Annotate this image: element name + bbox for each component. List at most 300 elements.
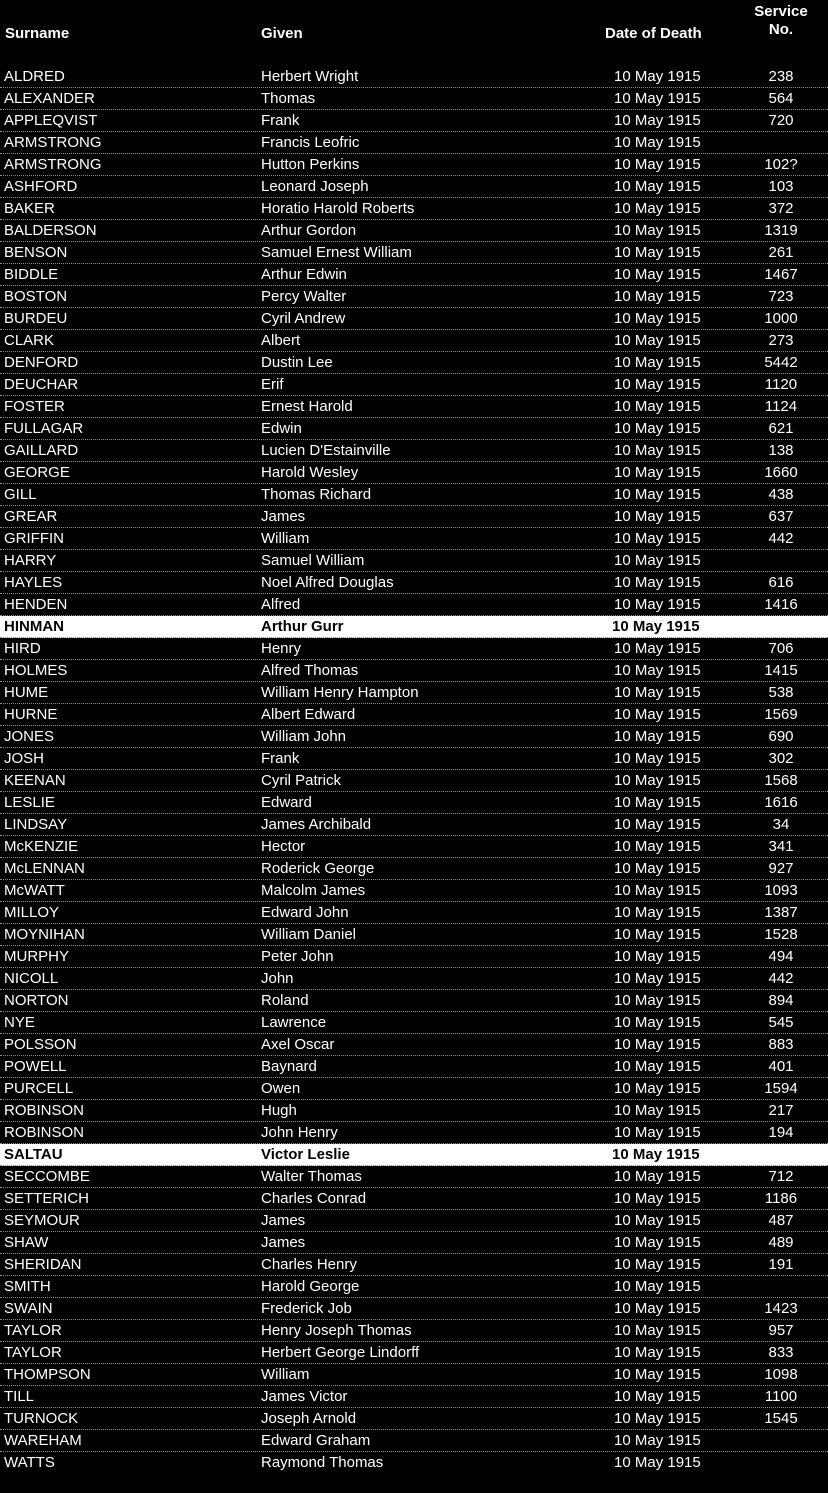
given-cell: Lawrence (261, 1014, 327, 1031)
service-no-cell: 621 (768, 420, 794, 437)
date-cell: 10 May 1915 (614, 992, 701, 1009)
surname-cell: TAYLOR (4, 1322, 62, 1339)
surname-cell: NYE (4, 1014, 35, 1031)
surname-cell: McWATT (4, 882, 65, 899)
service-no-cell: 723 (768, 288, 794, 305)
surname-cell: MURPHY (4, 948, 70, 965)
surname-cell: ARMSTRONG (4, 134, 102, 151)
given-cell: Ernest Harold (261, 398, 353, 415)
date-cell: 10 May 1915 (614, 1322, 701, 1339)
date-cell: 10 May 1915 (614, 1058, 701, 1075)
surname-cell: DENFORD (4, 354, 79, 371)
surname-cell: ROBINSON (4, 1102, 85, 1119)
date-cell: 10 May 1915 (614, 706, 701, 723)
date-cell: 10 May 1915 (614, 1102, 701, 1119)
given-cell: William (261, 1366, 310, 1383)
date-cell: 10 May 1915 (614, 420, 701, 437)
surname-cell: TAYLOR (4, 1344, 62, 1361)
service-no-cell: 1186 (764, 1190, 798, 1207)
header-service-line1: Service (754, 3, 808, 20)
date-cell: 10 May 1915 (614, 926, 701, 943)
table-row (0, 748, 828, 770)
date-cell: 10 May 1915 (614, 1388, 701, 1405)
table-row (0, 902, 828, 924)
table-row (0, 638, 828, 660)
surname-cell: TILL (4, 1388, 35, 1405)
surname-cell: McLENNAN (4, 860, 85, 877)
header-given: Given (261, 25, 303, 42)
table-row (0, 594, 828, 616)
given-cell: Frederick Job (261, 1300, 352, 1317)
table-row (0, 1034, 828, 1056)
service-no-cell: 564 (768, 90, 794, 107)
given-cell: Roland (261, 992, 309, 1009)
table-body (0, 66, 828, 1473)
service-no-cell: 1387 (764, 904, 798, 921)
surname-cell: JOSH (4, 750, 45, 767)
table-row (0, 792, 828, 814)
given-cell: Henry Joseph Thomas (261, 1322, 412, 1339)
given-cell: John (261, 970, 294, 987)
given-cell: Frank (261, 750, 300, 767)
surname-cell: SALTAU (4, 1146, 63, 1163)
table-row (0, 990, 828, 1012)
given-cell: William John (261, 728, 347, 745)
service-no-cell: 489 (768, 1234, 794, 1251)
table-row (0, 506, 828, 528)
table-row (0, 1188, 828, 1210)
service-no-cell: 1093 (764, 882, 798, 899)
given-cell: William Henry Hampton (261, 684, 419, 701)
header-surname: Surname (5, 25, 70, 42)
table-row (0, 440, 828, 462)
given-cell: Walter Thomas (261, 1168, 362, 1185)
given-cell: Alfred (261, 596, 301, 613)
service-no-cell: 894 (768, 992, 794, 1009)
given-cell: James (261, 1234, 306, 1251)
date-cell: 10 May 1915 (614, 816, 701, 833)
table-row (0, 220, 828, 242)
service-no-cell: 1545 (764, 1410, 798, 1427)
surname-cell: DEUCHAR (4, 376, 79, 393)
table-row (0, 264, 828, 286)
service-no-cell: 883 (768, 1036, 794, 1053)
given-cell: Edwin (261, 420, 302, 437)
service-no-cell: 442 (768, 530, 794, 547)
date-cell: 10 May 1915 (614, 376, 701, 393)
given-cell: Samuel Ernest William (261, 244, 412, 261)
surname-cell: BOSTON (4, 288, 68, 305)
service-no-cell: 1319 (764, 222, 798, 239)
surname-cell: HARRY (4, 552, 57, 569)
table-row (0, 704, 828, 726)
table-row (0, 924, 828, 946)
date-cell: 10 May 1915 (614, 266, 701, 283)
table-row (0, 1232, 828, 1254)
given-cell: Dustin Lee (261, 354, 333, 371)
given-cell: Hector (261, 838, 306, 855)
date-cell: 10 May 1915 (614, 310, 701, 327)
surname-cell: BENSON (4, 244, 68, 261)
table-row (0, 352, 828, 374)
table-row (0, 1166, 828, 1188)
date-cell: 10 May 1915 (614, 332, 701, 349)
given-cell: Malcolm James (261, 882, 366, 899)
table-header (0, 0, 828, 66)
given-cell: James Archibald (261, 816, 372, 833)
surname-cell: FOSTER (4, 398, 65, 415)
table-row (0, 880, 828, 902)
table-row (0, 286, 828, 308)
surname-cell: POWELL (4, 1058, 67, 1075)
date-cell: 10 May 1915 (614, 288, 701, 305)
surname-cell: ALEXANDER (4, 90, 95, 107)
service-no-cell: 1594 (764, 1080, 798, 1097)
table-row (0, 836, 828, 858)
service-no-cell: 1423 (764, 1300, 798, 1317)
given-cell: Thomas (261, 90, 316, 107)
given-cell: Victor Leslie (261, 1146, 350, 1163)
table-row (0, 110, 828, 132)
date-cell: 10 May 1915 (614, 596, 701, 613)
date-cell: 10 May 1915 (614, 90, 701, 107)
given-cell: William Daniel (261, 926, 357, 943)
date-cell: 10 May 1915 (614, 442, 701, 459)
service-no-cell: 1124 (764, 398, 798, 415)
date-cell: 10 May 1915 (614, 794, 701, 811)
given-cell: Cyril Patrick (261, 772, 342, 789)
table-row (0, 968, 828, 990)
service-no-cell: 191 (768, 1256, 794, 1273)
service-no-cell: 637 (768, 508, 794, 525)
service-no-cell: 302 (768, 750, 794, 767)
table-row (0, 550, 828, 572)
surname-cell: POLSSON (4, 1036, 77, 1053)
surname-cell: THOMPSON (4, 1366, 91, 1383)
service-no-cell: 442 (768, 970, 794, 987)
given-cell: Raymond Thomas (261, 1454, 384, 1471)
given-cell: Percy Walter (261, 288, 347, 305)
service-no-cell: 1660 (764, 464, 798, 481)
service-no-cell: 372 (768, 200, 794, 217)
service-no-cell: 138 (768, 442, 794, 459)
given-cell: Frank (261, 112, 300, 129)
table-row (0, 1408, 828, 1430)
date-cell: 10 May 1915 (612, 618, 700, 635)
surname-cell: JONES (4, 728, 55, 745)
given-cell: Francis Leofric (261, 134, 360, 151)
surname-cell: SECCOMBE (4, 1168, 90, 1185)
date-cell: 10 May 1915 (614, 1234, 701, 1251)
date-cell: 10 May 1915 (614, 574, 701, 591)
service-no-cell: 1000 (764, 310, 798, 327)
surname-cell: ASHFORD (4, 178, 78, 195)
given-cell: Thomas Richard (261, 486, 372, 503)
surname-cell: TURNOCK (4, 1410, 79, 1427)
table-row (0, 462, 828, 484)
date-cell: 10 May 1915 (614, 552, 701, 569)
surname-cell: BURDEU (4, 310, 68, 327)
given-cell: James (261, 508, 306, 525)
given-cell: John Henry (261, 1124, 338, 1141)
given-cell: Charles Conrad (261, 1190, 367, 1207)
table-row (0, 1100, 828, 1122)
date-cell: 10 May 1915 (612, 1146, 700, 1163)
given-cell: Hutton Perkins (261, 156, 360, 173)
date-cell: 10 May 1915 (614, 882, 701, 899)
date-cell: 10 May 1915 (614, 1212, 701, 1229)
service-no-cell: 545 (768, 1014, 794, 1031)
date-cell: 10 May 1915 (614, 1124, 701, 1141)
table-row (0, 198, 828, 220)
table-row (0, 396, 828, 418)
surname-cell: GILL (4, 486, 37, 503)
service-no-cell: 1528 (764, 926, 798, 943)
table-row (0, 1012, 828, 1034)
given-cell: William (261, 530, 310, 547)
table-row (0, 660, 828, 682)
surname-cell: PURCELL (4, 1080, 74, 1097)
table-row (0, 1122, 828, 1144)
surname-cell: WATTS (4, 1454, 55, 1471)
header-service-no (745, 3, 817, 39)
service-no-cell: 1098 (764, 1366, 798, 1383)
service-no-cell: 833 (768, 1344, 794, 1361)
date-cell: 10 May 1915 (614, 398, 701, 415)
surname-cell: GEORGE (4, 464, 70, 481)
surname-cell: SWAIN (4, 1300, 53, 1317)
date-cell: 10 May 1915 (614, 772, 701, 789)
service-no-cell: 720 (768, 112, 794, 129)
table-row (0, 154, 828, 176)
surname-cell: SMITH (4, 1278, 51, 1295)
service-no-cell: 5442 (764, 354, 798, 371)
given-cell: Cyril Andrew (261, 310, 346, 327)
date-cell: 10 May 1915 (614, 750, 701, 767)
service-no-cell: 217 (768, 1102, 794, 1119)
surname-cell: MILLOY (4, 904, 60, 921)
surname-cell: WAREHAM (4, 1432, 82, 1449)
service-no-cell: 487 (768, 1212, 794, 1229)
given-cell: Joseph Arnold (261, 1410, 357, 1427)
surname-cell: APPLEQVIST (4, 112, 98, 129)
table-row (0, 1078, 828, 1100)
date-cell: 10 May 1915 (614, 662, 701, 679)
date-cell: 10 May 1915 (614, 178, 701, 195)
table-row (0, 88, 828, 110)
date-cell: 10 May 1915 (614, 1366, 701, 1383)
table-row (0, 418, 828, 440)
surname-cell: SETTERICH (4, 1190, 90, 1207)
table-row (0, 308, 828, 330)
surname-cell: ALDRED (4, 68, 65, 85)
table-row (0, 484, 828, 506)
given-cell: Harold George (261, 1278, 360, 1295)
given-cell: Herbert Wright (261, 68, 359, 85)
table-row (0, 330, 828, 352)
table-row (0, 1320, 828, 1342)
date-cell: 10 May 1915 (614, 1256, 701, 1273)
surname-cell: HAYLES (4, 574, 63, 591)
surname-cell: GAILLARD (4, 442, 79, 459)
date-cell: 10 May 1915 (614, 1278, 701, 1295)
given-cell: Noel Alfred Douglas (261, 574, 394, 591)
table-row (0, 132, 828, 154)
given-cell: James Victor (261, 1388, 348, 1405)
table-row (0, 858, 828, 880)
given-cell: Hugh (261, 1102, 297, 1119)
surname-cell: SEYMOUR (4, 1212, 80, 1229)
date-cell: 10 May 1915 (614, 112, 701, 129)
service-no-cell: 690 (768, 728, 794, 745)
date-cell: 10 May 1915 (614, 970, 701, 987)
date-cell: 10 May 1915 (614, 1014, 701, 1031)
service-no-cell: 261 (768, 244, 794, 261)
surname-cell: HIRD (4, 640, 41, 657)
surname-cell: MOYNIHAN (4, 926, 85, 943)
table-row (0, 242, 828, 264)
service-no-cell: 1569 (764, 706, 798, 723)
surname-cell: HURNE (4, 706, 58, 723)
surname-cell: BIDDLE (4, 266, 59, 283)
date-cell: 10 May 1915 (614, 134, 701, 151)
date-cell: 10 May 1915 (614, 508, 701, 525)
given-cell: Baynard (261, 1058, 317, 1075)
given-cell: Erif (261, 376, 284, 393)
service-no-cell: 1120 (764, 376, 798, 393)
surname-cell: SHERIDAN (4, 1256, 82, 1273)
service-no-cell: 957 (768, 1322, 794, 1339)
table-row (0, 1056, 828, 1078)
table-row (0, 682, 828, 704)
surname-cell: GRIFFIN (4, 530, 64, 547)
service-no-cell: 1416 (764, 596, 798, 613)
date-cell: 10 May 1915 (614, 1410, 701, 1427)
given-cell: Albert Edward (261, 706, 356, 723)
surname-cell: SHAW (4, 1234, 49, 1251)
given-cell: Leonard Joseph (261, 178, 369, 195)
service-no-cell: 927 (768, 860, 794, 877)
service-no-cell: 1467 (764, 266, 798, 283)
surname-cell: NORTON (4, 992, 69, 1009)
given-cell: Harold Wesley (261, 464, 359, 481)
table-row (0, 1452, 828, 1473)
table-row (0, 528, 828, 550)
date-cell: 10 May 1915 (614, 68, 701, 85)
service-no-cell: 706 (768, 640, 794, 657)
surname-cell: GREAR (4, 508, 58, 525)
service-no-cell: 238 (768, 68, 794, 85)
table-row (0, 770, 828, 792)
given-cell: Edward John (261, 904, 349, 921)
date-cell: 10 May 1915 (614, 244, 701, 261)
date-cell: 10 May 1915 (614, 1300, 701, 1317)
service-no-cell: 103 (768, 178, 794, 195)
table-row (0, 1386, 828, 1408)
date-cell: 10 May 1915 (614, 1080, 701, 1097)
service-no-cell: 401 (768, 1058, 794, 1075)
table-row (0, 1364, 828, 1386)
table-row (0, 1430, 828, 1452)
given-cell: Peter John (261, 948, 334, 965)
surname-cell: McKENZIE (4, 838, 79, 855)
service-no-cell: 1616 (764, 794, 798, 811)
table-row (0, 726, 828, 748)
date-cell: 10 May 1915 (614, 1190, 701, 1207)
table-row (0, 176, 828, 198)
surname-cell: LINDSAY (4, 816, 68, 833)
table-row (0, 1210, 828, 1232)
surname-cell: BALDERSON (4, 222, 97, 239)
table-row (0, 1298, 828, 1320)
table-row (0, 1342, 828, 1364)
date-cell: 10 May 1915 (614, 222, 701, 239)
service-no-cell: 494 (768, 948, 794, 965)
service-no-cell: 341 (768, 838, 794, 855)
given-cell: Arthur Gurr (261, 618, 344, 635)
date-cell: 10 May 1915 (614, 838, 701, 855)
given-cell: Axel Oscar (261, 1036, 335, 1053)
table-row-highlighted (0, 616, 828, 638)
date-cell: 10 May 1915 (614, 1454, 701, 1471)
surname-cell: FULLAGAR (4, 420, 84, 437)
table-row (0, 946, 828, 968)
service-no-cell: 616 (768, 574, 794, 591)
surname-cell: KEENAN (4, 772, 66, 789)
given-cell: Charles Henry (261, 1256, 357, 1273)
given-cell: Arthur Gordon (261, 222, 357, 239)
service-no-cell: 1100 (764, 1388, 798, 1405)
surname-cell: BAKER (4, 200, 55, 217)
date-cell: 10 May 1915 (614, 684, 701, 701)
date-cell: 10 May 1915 (614, 640, 701, 657)
service-no-cell: 1568 (764, 772, 798, 789)
service-no-cell: 1415 (764, 662, 798, 679)
table-row-highlighted (0, 1144, 828, 1166)
given-cell: Lucien D'Estainville (261, 442, 391, 459)
table-row (0, 814, 828, 836)
table-row (0, 1254, 828, 1276)
service-no-cell: 273 (768, 332, 794, 349)
surname-cell: ARMSTRONG (4, 156, 102, 173)
surname-cell: CLARK (4, 332, 55, 349)
surname-cell: LESLIE (4, 794, 55, 811)
given-cell: Albert (261, 332, 301, 349)
date-cell: 10 May 1915 (614, 728, 701, 745)
given-cell: Horatio Harold Roberts (261, 200, 415, 217)
surname-cell: ROBINSON (4, 1124, 85, 1141)
date-cell: 10 May 1915 (614, 486, 701, 503)
service-no-cell: 34 (772, 816, 790, 833)
header-service-line2: No. (768, 21, 794, 38)
date-cell: 10 May 1915 (614, 904, 701, 921)
date-cell: 10 May 1915 (614, 200, 701, 217)
given-cell: Henry (261, 640, 302, 657)
date-cell: 10 May 1915 (614, 1168, 701, 1185)
date-cell: 10 May 1915 (614, 1036, 701, 1053)
given-cell: Roderick George (261, 860, 375, 877)
date-cell: 10 May 1915 (614, 464, 701, 481)
service-no-cell: 538 (768, 684, 794, 701)
surname-cell: HINMAN (4, 618, 64, 635)
surname-cell: HENDEN (4, 596, 68, 613)
surname-cell: HUME (4, 684, 49, 701)
date-cell: 10 May 1915 (614, 1344, 701, 1361)
given-cell: James (261, 1212, 306, 1229)
surname-cell: NICOLL (4, 970, 59, 987)
table-row (0, 66, 828, 88)
surname-cell: HOLMES (4, 662, 68, 679)
